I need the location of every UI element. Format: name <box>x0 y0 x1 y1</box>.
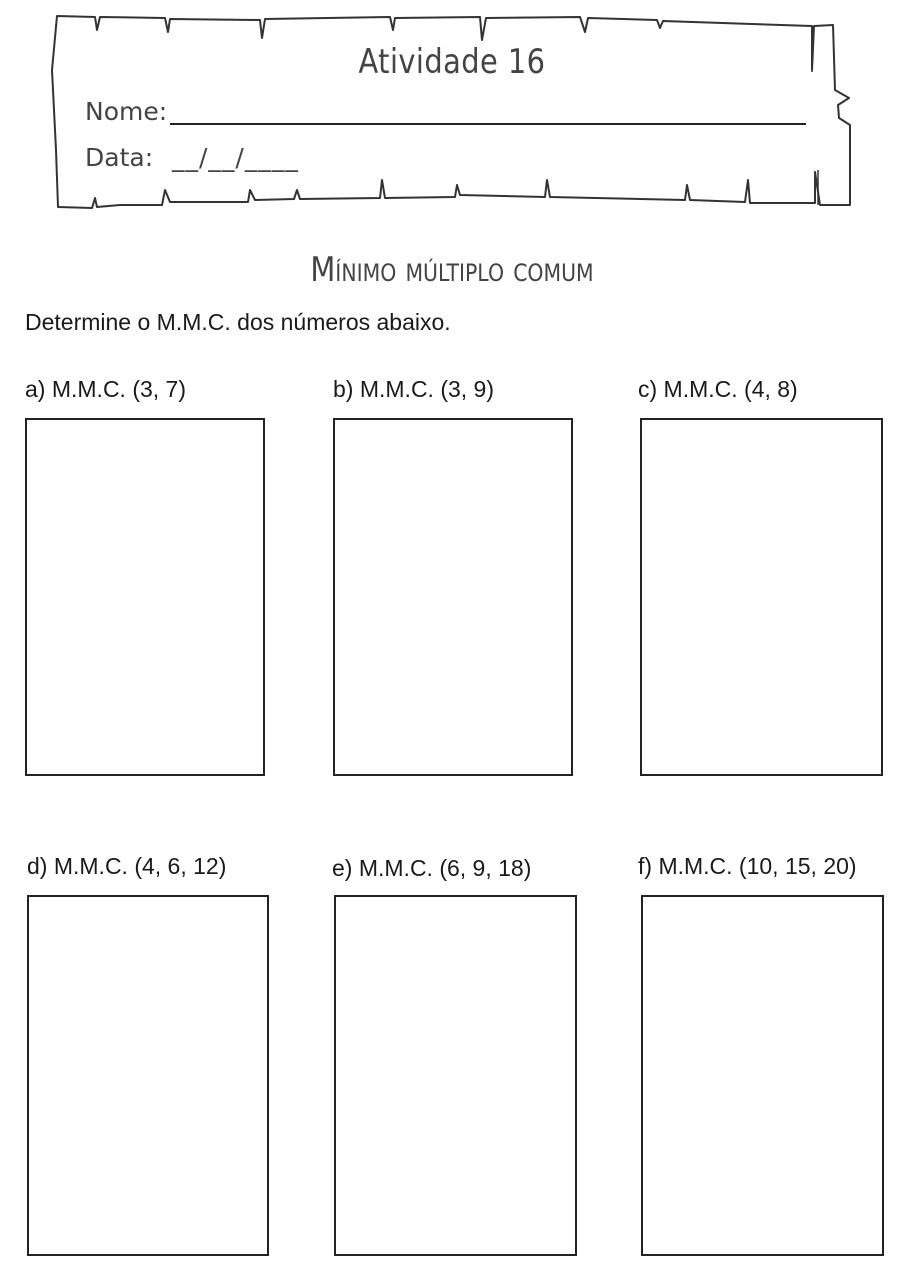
answer-box-e[interactable] <box>334 895 577 1256</box>
answer-box-d[interactable] <box>27 895 269 1256</box>
instruction-text: Determine o M.M.C. dos números abaixo. <box>25 309 451 335</box>
exercise-label-c: c) M.M.C. (4, 8) <box>638 376 798 402</box>
name-label: Nome: <box>85 97 168 126</box>
answer-box-c[interactable] <box>640 418 883 776</box>
answer-box-b[interactable] <box>333 418 573 776</box>
exercise-label-d: d) M.M.C. (4, 6, 12) <box>27 853 227 879</box>
date-label: Data: <box>85 143 154 172</box>
exercise-label-e: e) M.M.C. (6, 9, 18) <box>332 855 532 881</box>
exercise-label-b: b) M.M.C. (3, 9) <box>333 376 495 402</box>
exercise-label-a: a) M.M.C. (3, 7) <box>25 376 187 402</box>
activity-title: Atividade 16 <box>358 42 546 82</box>
exercise-label-f: f) M.M.C. (10, 15, 20) <box>638 853 857 879</box>
date-field[interactable]: __/__/____ <box>172 143 299 172</box>
name-field[interactable] <box>170 123 806 125</box>
worksheet-subtitle: Mínimo múltiplo comum <box>310 250 594 290</box>
answer-box-a[interactable] <box>25 418 265 776</box>
answer-box-f[interactable] <box>641 895 884 1256</box>
